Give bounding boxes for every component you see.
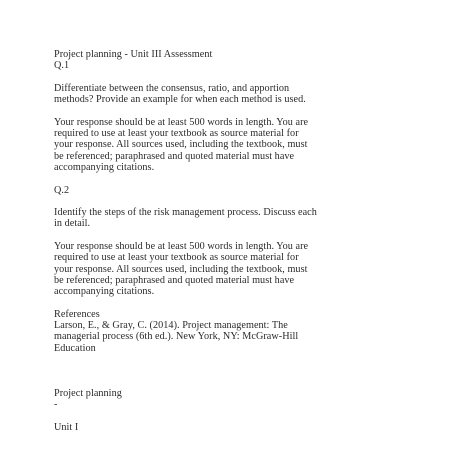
footer-unit: Unit I bbox=[54, 421, 79, 433]
question-2-label: Q.2 bbox=[54, 184, 70, 196]
references-heading: References bbox=[54, 308, 100, 320]
question-1-text: Differentiate between the consensus, ratio, and apportion methods? Provide an example for when each method is used. bbox=[54, 82, 306, 106]
footer-title: Project planning bbox=[54, 388, 122, 400]
footer-dash: - bbox=[54, 399, 58, 411]
question-2-requirements: Your response should be at least 500 words in length. You are required to use at least your textbook as source material for your response. All sources used, including the textbook, must be referenced; paraphrased and quoted material must have accompanying citations. bbox=[54, 241, 309, 298]
reference-entry: Larson, E., & Gray, C. (2014). Project management: The managerial process (6th ed.). New York, NY: McGraw-Hill Education bbox=[54, 320, 299, 354]
question-1-label: Q.1 bbox=[54, 60, 70, 72]
question-1-requirements: Your response should be at least 500 words in length. You are required to use at least your textbook as source material for your response. All sources used, including the textbook, must be referenced; paraphrased and quoted material must have accompanying citations. bbox=[54, 116, 309, 173]
question-2-text: Identify the steps of the risk management process. Discuss each in detail. bbox=[54, 207, 317, 230]
document-title: Project planning - Unit III Assessment bbox=[54, 49, 213, 60]
document-page bbox=[54, 49, 446, 433]
